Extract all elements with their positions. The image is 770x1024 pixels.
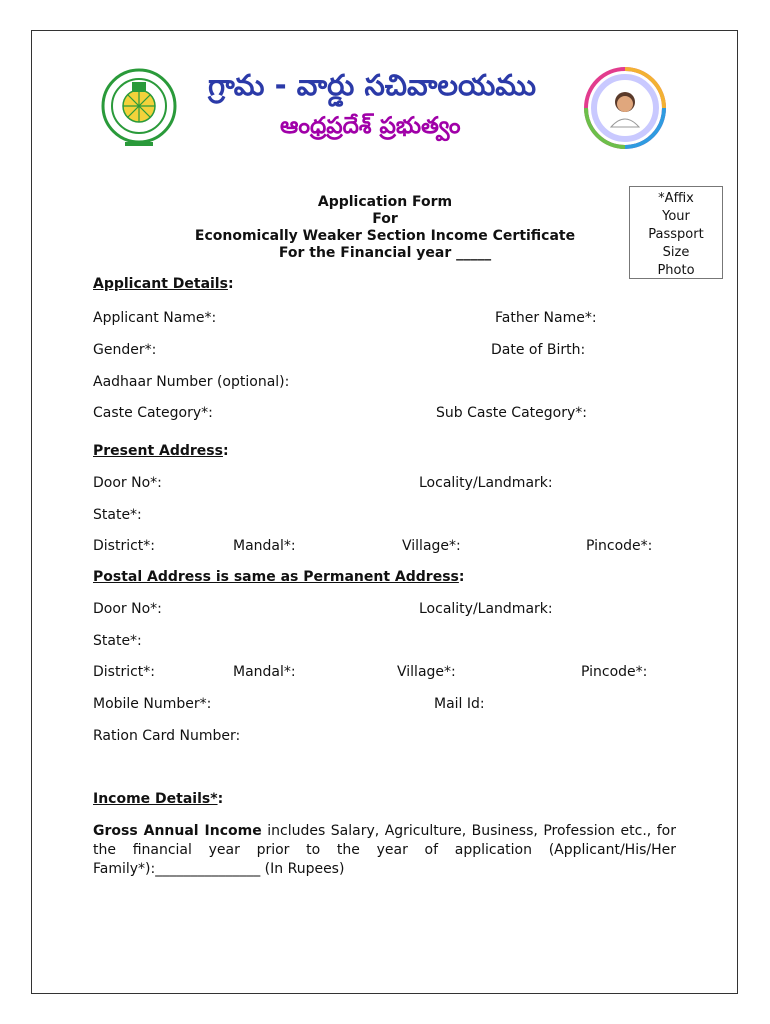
photo-box-line5: Photo	[657, 263, 695, 278]
gross-income-text: includes Salary, Agriculture, Business, Profession etc., for the financial year prior to the year of application (Applicant/His/Her Family*):_______________ (In Rupees)	[93, 823, 676, 877]
postal-pincode-label: Pincode*:	[581, 664, 648, 680]
form-heading-line4: For the Financial year _____	[278, 245, 492, 261]
applicant-details-heading	[93, 276, 234, 292]
aadhaar-number-label: Aadhaar Number (optional):	[93, 374, 290, 390]
present-mandal-label: Mandal*:	[233, 538, 296, 554]
department-title: గ్రామ - వార్డు సచివాలయము	[208, 68, 536, 102]
present-village-label: Village*:	[402, 538, 461, 554]
mail-id-label: Mail Id:	[434, 696, 485, 712]
ap-state-emblem-icon	[101, 66, 177, 150]
heading-colon: :	[227, 276, 234, 292]
postal-district-label: District*:	[93, 664, 156, 680]
postal-state-label: State*:	[93, 633, 142, 649]
present-district-label: District*:	[93, 538, 156, 554]
passport-photo-box[interactable]	[629, 186, 723, 279]
postal-door-label: Door No*:	[93, 601, 162, 617]
present-door-label: Door No*:	[93, 475, 162, 491]
photo-box-line3: Passport	[648, 227, 704, 242]
present-address-heading	[93, 443, 229, 459]
income-details-title: Income Details*	[93, 791, 218, 807]
applicant-name-label: Applicant Name*:	[93, 310, 217, 326]
postal-address-title: Postal Address is same as Permanent Address	[93, 569, 459, 585]
form-heading-line2: For	[372, 211, 398, 227]
present-pincode-label: Pincode*:	[586, 538, 653, 554]
mobile-number-label: Mobile Number*:	[93, 696, 212, 712]
form-heading-line1: Application Form	[317, 194, 453, 210]
date-of-birth-label: Date of Birth:	[491, 342, 586, 358]
ration-card-label: Ration Card Number:	[93, 728, 241, 744]
sub-caste-category-label: Sub Caste Category*:	[436, 405, 587, 421]
present-state-label: State*:	[93, 507, 142, 523]
heading-colon: :	[217, 791, 224, 807]
postal-mandal-label: Mandal*:	[233, 664, 296, 680]
postal-village-label: Village*:	[397, 664, 456, 680]
income-details-heading	[93, 791, 223, 807]
gross-income-paragraph	[93, 822, 676, 879]
caste-category-label: Caste Category*:	[93, 405, 213, 421]
photo-box-line1: *Affix	[658, 191, 694, 206]
gender-label: Gender*:	[93, 342, 157, 358]
present-locality-label: Locality/Landmark:	[419, 475, 553, 491]
postal-locality-label: Locality/Landmark:	[419, 601, 553, 617]
father-name-label: Father Name*:	[495, 310, 597, 326]
photo-box-line4: Size	[662, 245, 690, 260]
welfare-circle-logo-icon	[584, 67, 666, 149]
form-heading-line3: Economically Weaker Section Income Certificate	[194, 228, 576, 244]
photo-box-line2: Your	[662, 209, 690, 224]
heading-colon: :	[458, 569, 465, 585]
applicant-details-title: Applicant Details	[93, 276, 228, 292]
gross-income-bold: Gross Annual Income	[93, 823, 262, 839]
heading-colon: :	[222, 443, 229, 459]
present-address-title: Present Address	[93, 443, 223, 459]
postal-address-heading	[93, 569, 464, 585]
government-subtitle: ఆంధ్రప్రదేశ్ ప్రభుత్వం	[280, 113, 461, 139]
